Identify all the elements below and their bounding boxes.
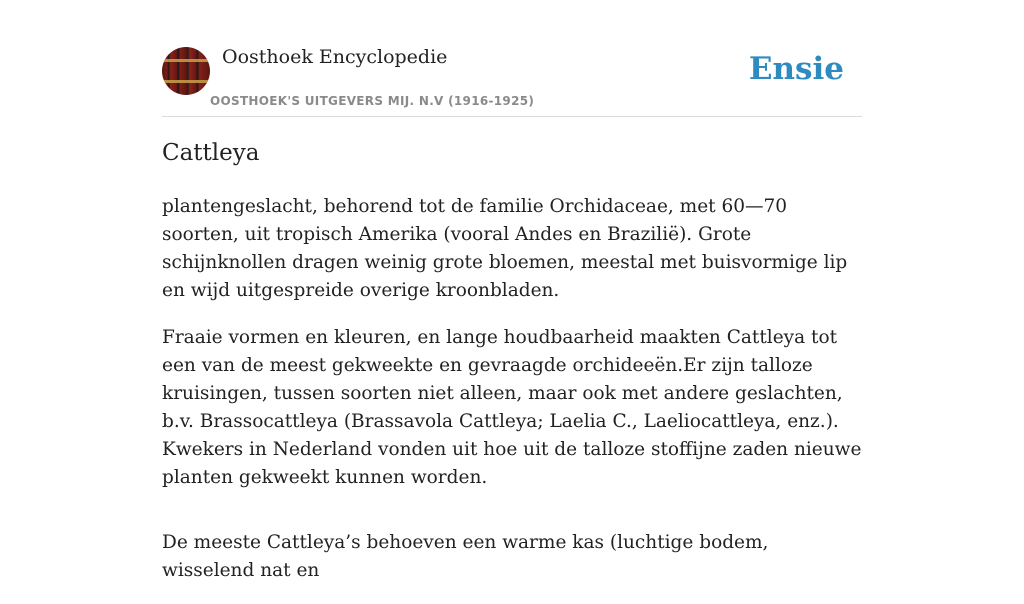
article-paragraph: plantengeslacht, behorend tot de familie Orchidaceae, met 60—70 soorten, uit tropisch Amerika (vooral Andes en Brazilië). Grote schijnknollen dragen weinig grote bloemen, meestal met buisvormige lip en wijd uitgespreide overige kroonbladen. [162,196,848,301]
article-title: Cattleya [162,140,260,166]
header [162,46,862,117]
article-paragraph: Fraaie vormen en kleuren, en lange houdbaarheid maakten Cattleya tot een van de meest gekweekte en gevraagde orchideeën.Er zijn talloze kruisingen, tussen soorten niet alleen, maar ook met andere geslachten, b.v. Brassocattleya (Brassavola Cattleya; Laelia C., Laeliocattleya, enz.). Kwekers in Nederland vonden uit hoe uit de talloze stoffijne zaden nieuwe planten gekweekt kunnen worden. [162,327,862,488]
article-body [162,193,862,604]
article-paragraph: De meeste Cattleya’s behoeven een warme kas (luchtige bodem, wisselend nat en [162,532,769,581]
publisher-subtitle: OOSTHOEK'S UITGEVERS MIJ. N.V (1916-1925) [210,94,535,108]
ensie-logo-link[interactable]: Ensie [748,51,844,87]
publisher-name[interactable]: Oosthoek Encyclopedie [222,46,448,68]
publisher-avatar[interactable] [162,47,210,95]
